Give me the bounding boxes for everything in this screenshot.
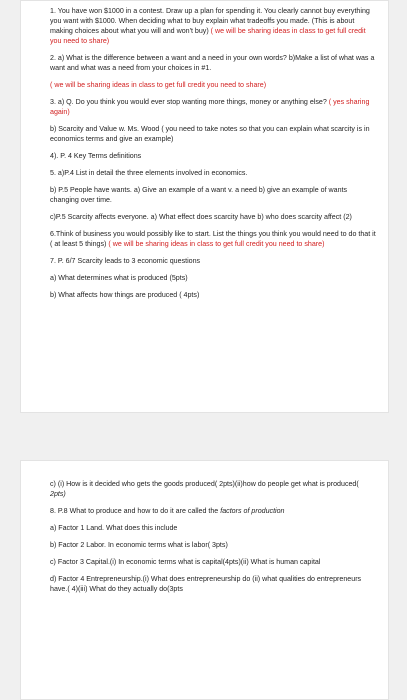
question-2 bbox=[50, 53, 376, 73]
question-7b: b) What affects how things are produced ( 4pts) bbox=[50, 291, 200, 299]
question-8c: c) Factor 3 Capital.(i) In economic terms what is capital(4pts)(ii) What is human capital bbox=[50, 558, 321, 566]
question-1 bbox=[50, 6, 376, 46]
document-page-1 bbox=[20, 0, 389, 413]
question-2-sharing-note: ( we will be sharing ideas in class to get full credit you need to share) bbox=[50, 81, 267, 89]
question-5a: 5. a)P.4 List in detail the three elements involved in economics. bbox=[50, 169, 248, 177]
question-7a: a) What determines what is produced (5pts) bbox=[50, 274, 188, 282]
question-7c-text: c) (i) How is it decided who gets the goods produced( 2pts)(ii)how do people get what is produced( bbox=[50, 480, 359, 488]
question-3 bbox=[50, 97, 376, 117]
question-8d: d) Factor 4 Entrepreneurship.(i) What does entrepreneurship do (ii) what qualities do entrepreneurs have.( 4)(iii) What do they actually do(3pts bbox=[50, 575, 362, 593]
question-6 bbox=[50, 229, 376, 249]
question-8-text: 8. P.8 What to produce and how to do it are called the bbox=[50, 507, 221, 515]
question-3-text: 3. a) Q. Do you think you would ever stop wanting more things, money or anything else? bbox=[50, 98, 329, 106]
document-page-2 bbox=[20, 460, 389, 700]
question-8a: a) Factor 1 Land. What does this include bbox=[50, 524, 178, 532]
question-5b: b) P.5 People have wants. a) Give an example of a want v. a need b) give an example of wants changing over time. bbox=[50, 186, 348, 204]
question-7: 7. P. 6/7 Scarcity leads to 3 economic questions bbox=[50, 257, 201, 265]
question-4: 4). P. 4 Key Terms definitions bbox=[50, 152, 142, 160]
question-6-sharing-note: ( we will be sharing ideas in class to get full credit you need to share) bbox=[108, 240, 325, 248]
question-7c-points: 2pts) bbox=[50, 490, 66, 498]
question-8-term: factors of production bbox=[220, 507, 285, 515]
question-8b: b) Factor 2 Labor. In economic terms what is labor( 3pts) bbox=[50, 541, 228, 549]
question-8 bbox=[50, 506, 376, 516]
question-2-text: 2. a) What is the difference between a want and a need in your own words? b)Make a list of what was a want and what was a need from your choices in #1. bbox=[50, 54, 375, 72]
question-3b: b) Scarcity and Value w. Ms. Wood ( you need to take notes so that you can explain what scarcity is in economics terms and give an example) bbox=[50, 125, 370, 143]
question-7c bbox=[50, 479, 376, 499]
question-1-text: 1. You have won $1000 in a contest. Draw up a plan for spending it. You clearly cannot buy everything you want with $1000. When deciding what to buy explain what tradeoffs you made. (This is about making choices about what you will and won't buy) bbox=[50, 7, 370, 35]
question-1-sharing-note: ( we will be sharing ideas in class to get full credit you need to share) bbox=[50, 27, 366, 45]
question-6-text: 6.Think of business you would possibly like to start. List the things you think you would need to do that it ( at least 5 things) bbox=[50, 230, 376, 248]
question-3-sharing-note: ( yes sharing again) bbox=[50, 98, 370, 116]
question-5c: c)P.5 Scarcity affects everyone. a) What effect does scarcity have b) who does scarcity affect (2) bbox=[50, 213, 352, 221]
